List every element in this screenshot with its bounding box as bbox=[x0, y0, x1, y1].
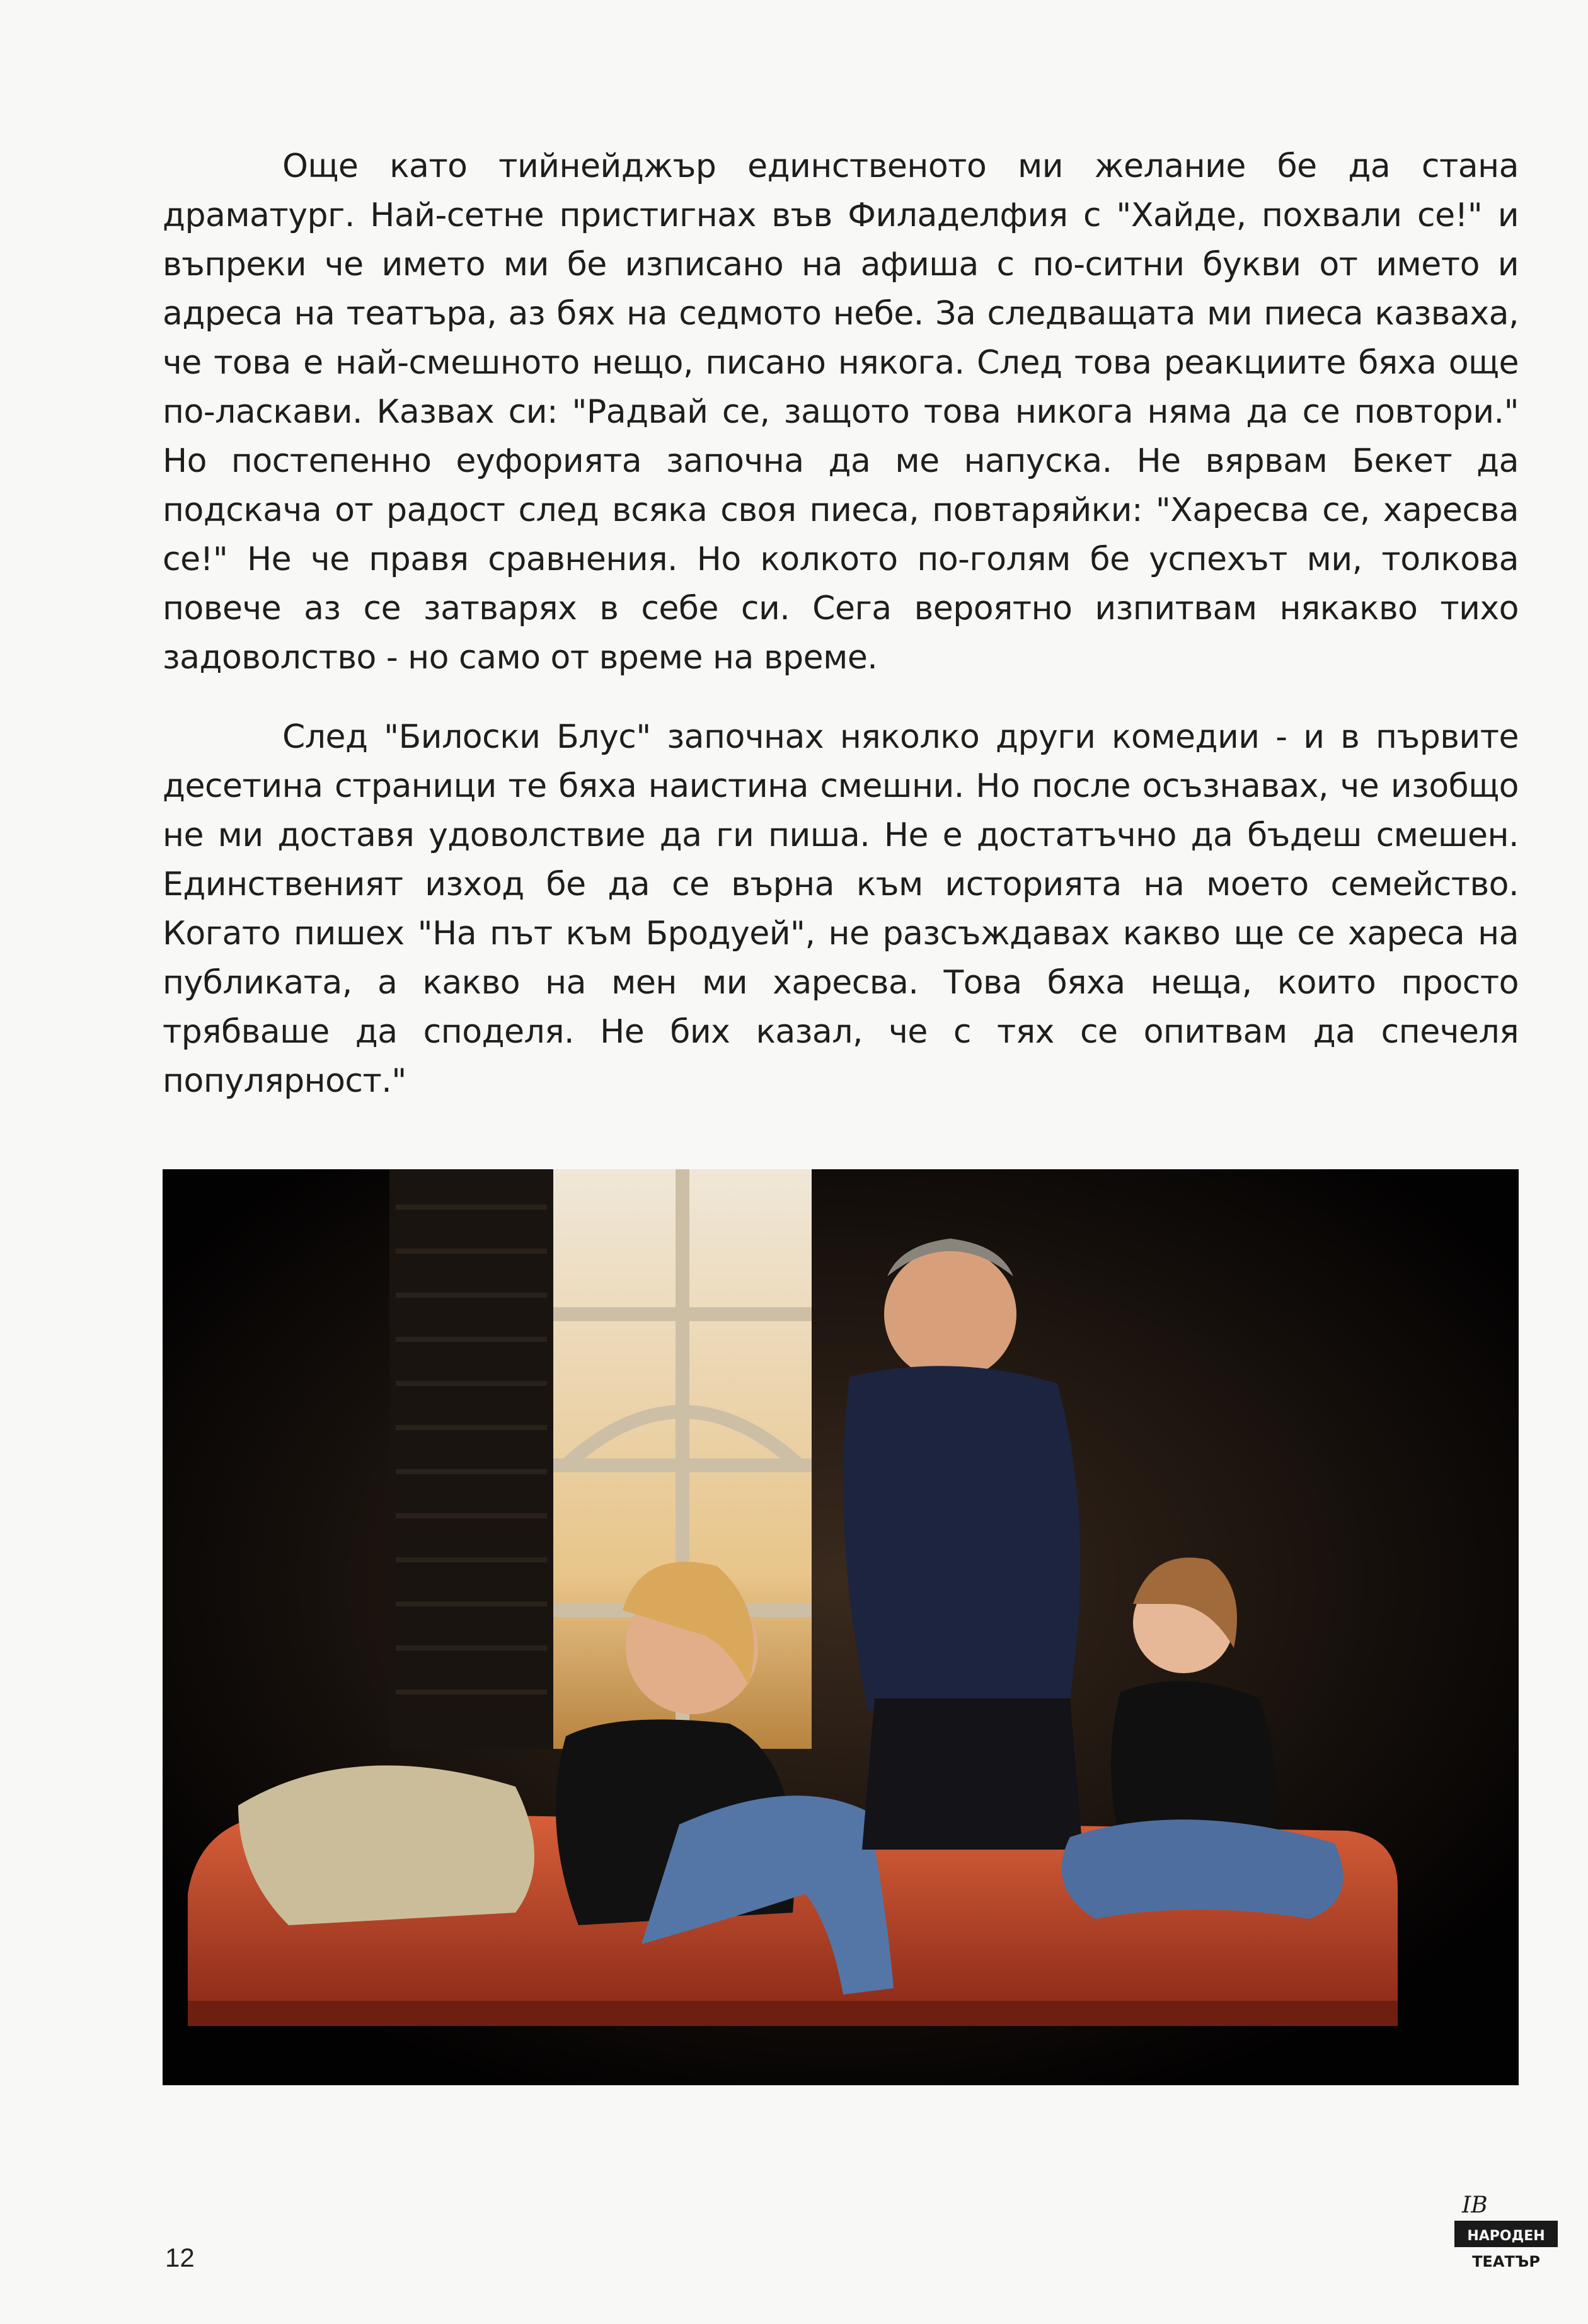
theatre-logo-icon bbox=[1449, 2186, 1563, 2281]
svg-text:НАРОДЕН: НАРОДЕН bbox=[1467, 2228, 1545, 2244]
svg-text:IB: IB bbox=[1462, 2192, 1488, 2218]
svg-text:ТЕАТЪР: ТЕАТЪР bbox=[1472, 2253, 1540, 2270]
national-theatre-logo bbox=[1449, 2186, 1563, 2281]
article-text bbox=[163, 142, 1519, 1106]
paragraph-2: След "Билоски Блус" започнах няколко други комедии - и в първите десетина страници те бяха наистина смешни. Но после осъзнавах, че изобщо не ми доставя удоволствие да ги пиша. Не е достатъчно да бъдеш смешен. Единственият изход бе да се върна към историята на моето семейство. Когато пишех "На път към Бродуей", не разсъждавах какво ще се хареса на публиката, а какво на мен ми харесва. Това бяха неща, които просто трябваше да споделя. Не бих казал, че с тях се опитвам да спечеля популярност." bbox=[163, 718, 1519, 1100]
page-number: 12 bbox=[165, 2243, 195, 2272]
paragraph-1: Още като тийнейджър единственото ми желание бе да стана драматург. Най-сетне пристигнах във Филаделфия с "Хайде, похвали се!" и въпреки че името ми бе изписано на афиша с по-ситни букви от името и адреса на театъра, аз бях на седмото небе. За следващата ми пиеса казваха, че това е най-смешното нещо, писано някога. След това реакциите бяха още по-ласкави. Казвах си: "Радвай се, защото това никога няма да се повтори." Но постепенно еуфорията започна да ме напуска. Не вярвам Бекет да подскача от радост след всяка своя пиеса, повтаряйки: "Харесва се, харесва се!" Не че правя сравнения. Но колкото по-голям бе успехът ми, толкова повече аз се затварях в себе си. Сега вероятно изпитвам някакво тихо задоволство - но само от време на време. bbox=[163, 147, 1519, 677]
stage-photo-illustration bbox=[163, 1169, 1519, 2085]
stage-photo bbox=[163, 1169, 1519, 2085]
